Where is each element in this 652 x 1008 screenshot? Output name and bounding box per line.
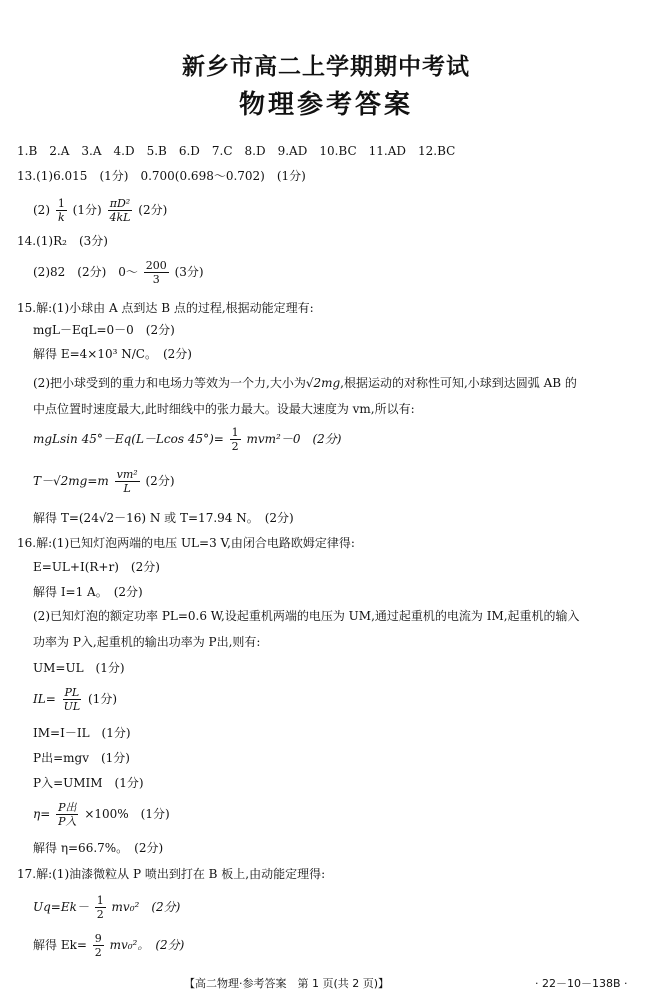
q15-line-7-score: (2分)	[145, 474, 175, 488]
q17-line-3-text: 解得 Ek=	[33, 938, 87, 952]
q14-part2	[33, 258, 204, 286]
fraction-numerator: PL	[64, 686, 80, 699]
q15-line-7	[33, 465, 175, 497]
q16-line-11-score: ×100% (1分)	[84, 807, 170, 821]
q16-line-2: E=UL+I(R+r) (2分)	[33, 560, 160, 574]
q17-line-3-formula: mv₀²。 (2分)	[109, 938, 185, 952]
q16-line-7-fraction	[62, 686, 83, 713]
q14-part1-text: (1)R₂ (3分)	[36, 234, 108, 248]
q15-line-2: mgL－EqL=0－0 (2分)	[33, 323, 175, 337]
q16-line-4: (2)已知灯泡的额定功率 PL=0.6 W,设起重机两端的电压为 UM,通过起重机的电流为 IM,起重机的输入	[33, 609, 580, 623]
q17-line-1: 17.解:(1)油漆微粒从 P 喷出到打在 B 板上,由动能定理得:	[17, 867, 326, 881]
q13-part2-label: (2)	[33, 203, 50, 217]
q17-line-2-formula-b: mv₀² (2分)	[111, 900, 181, 914]
q16-line-11	[33, 799, 170, 829]
q15-line-7-fraction	[115, 468, 140, 495]
exam-title: 新乡市高二上学期期中考试	[182, 54, 470, 80]
fraction-numerator: vm²	[116, 468, 138, 481]
q15-line-8: 解得 T=(24√2－16) N 或 T=17.94 N。 (2分)	[33, 511, 294, 525]
q16-line-7-formula: IL=	[33, 692, 56, 706]
q16-line-12: 解得 η=66.7%。 (2分)	[33, 841, 164, 855]
fraction-denominator: 3	[152, 273, 160, 286]
fraction-denominator: P入	[58, 815, 77, 828]
q16-line-10: P入=UMIM (1分)	[33, 776, 144, 790]
fraction-denominator: 2	[94, 946, 102, 959]
q16-line-8: IM=I－IL (1分)	[33, 726, 131, 740]
q13-score-1: (1分)	[72, 203, 102, 217]
q15-line-3: 解得 E=4×10³ N/C。 (2分)	[33, 347, 192, 361]
fraction-denominator: 4kL	[109, 211, 131, 224]
q14-part1	[17, 233, 108, 249]
q15-line-4	[33, 375, 577, 391]
footer-page-info: 【高二物理·参考答案 第 1 页(共 2 页)】	[184, 977, 390, 990]
q16-line-3: 解得 I=1 A。 (2分)	[33, 585, 143, 599]
q14-label: 14.	[17, 234, 37, 248]
q15-line-6-formula-a: mgLsin 45°－Eq(L－Lcos 45°)=	[33, 432, 224, 446]
q13-label: 13.	[17, 169, 37, 183]
footer-code: · 22－10－138B ·	[535, 977, 628, 990]
choice-answers: 1.B 2.A 3.A 4.D 5.B 6.D 7.C 8.D 9.AD 10.BC 11.AD 12.BC	[17, 144, 456, 158]
q17-line-2-fraction	[95, 894, 106, 921]
fraction-numerator: 200	[145, 259, 167, 272]
fraction-denominator: L	[123, 482, 131, 495]
q16-line-5: 功率为 P入,起重机的输出功率为 P出,则有:	[33, 635, 261, 649]
q16-line-1: 16.解:(1)已知灯泡两端的电压 UL=3 V,由闭合电路欧姆定律得:	[17, 536, 355, 550]
fraction-numerator: πD²	[109, 197, 131, 210]
fraction-numerator: 9	[94, 932, 102, 945]
fraction-numerator: 1	[231, 426, 239, 439]
q16-line-6: UM=UL (1分)	[33, 661, 125, 675]
q15-line-4-text-b: ,根据运动的对称性可知,小球到达圆弧 AB 的	[340, 376, 577, 390]
q17-line-3	[33, 930, 184, 960]
fraction-denominator: UL	[63, 700, 81, 713]
q14-score: (3分)	[174, 265, 204, 279]
q15-line-1: 15.解:(1)小球由 A 点到达 B 点的过程,根据动能定理有:	[17, 301, 314, 315]
q13-score-2: (2分)	[138, 203, 168, 217]
q15-line-4-text-a: (2)把小球受到的重力和电场力等效为一个力,大小为	[33, 376, 306, 390]
q15-line-6	[33, 424, 341, 454]
q17-line-3-fraction	[93, 932, 104, 959]
q15-line-5: 中点位置时速度最大,此时细线中的张力最大。设最大速度为 vm,所以有:	[33, 402, 415, 416]
q14-fraction	[144, 259, 169, 286]
q17-line-2	[33, 892, 180, 922]
fraction-numerator: P出	[58, 801, 77, 814]
fraction-denominator: k	[57, 211, 65, 224]
q14-part2-text: (2)82 (2分) 0～	[33, 265, 138, 279]
fraction-numerator: 1	[96, 894, 104, 907]
q16-line-11-formula: η=	[33, 807, 51, 821]
q15-line-6-fraction	[230, 426, 241, 453]
q13-part1	[17, 168, 306, 184]
q15-line-7-formula-a: T－√2mg=m	[33, 474, 109, 488]
q16-line-7-score: (1分)	[88, 692, 117, 706]
q15-line-4-formula: √2mg	[305, 376, 341, 390]
q15-line-6-formula-b: mvm²－0 (2分)	[246, 432, 342, 446]
q13-part2	[33, 196, 167, 224]
q17-line-2-formula-a: Uq=Ek－	[33, 900, 89, 914]
q16-line-11-fraction	[56, 801, 78, 828]
q13-fraction-1	[56, 197, 67, 224]
fraction-denominator: 2	[96, 908, 104, 921]
fraction-numerator: 1	[57, 197, 65, 210]
fraction-denominator: 2	[231, 440, 239, 453]
answer-title: 物理参考答案	[238, 90, 413, 120]
q16-line-9: P出=mgv (1分)	[33, 751, 130, 765]
q16-line-7	[33, 684, 117, 714]
q13-fraction-2	[107, 197, 132, 224]
q13-part1-text: (1)6.015 (1分) 0.700(0.698～0.702) (1分)	[36, 169, 306, 183]
